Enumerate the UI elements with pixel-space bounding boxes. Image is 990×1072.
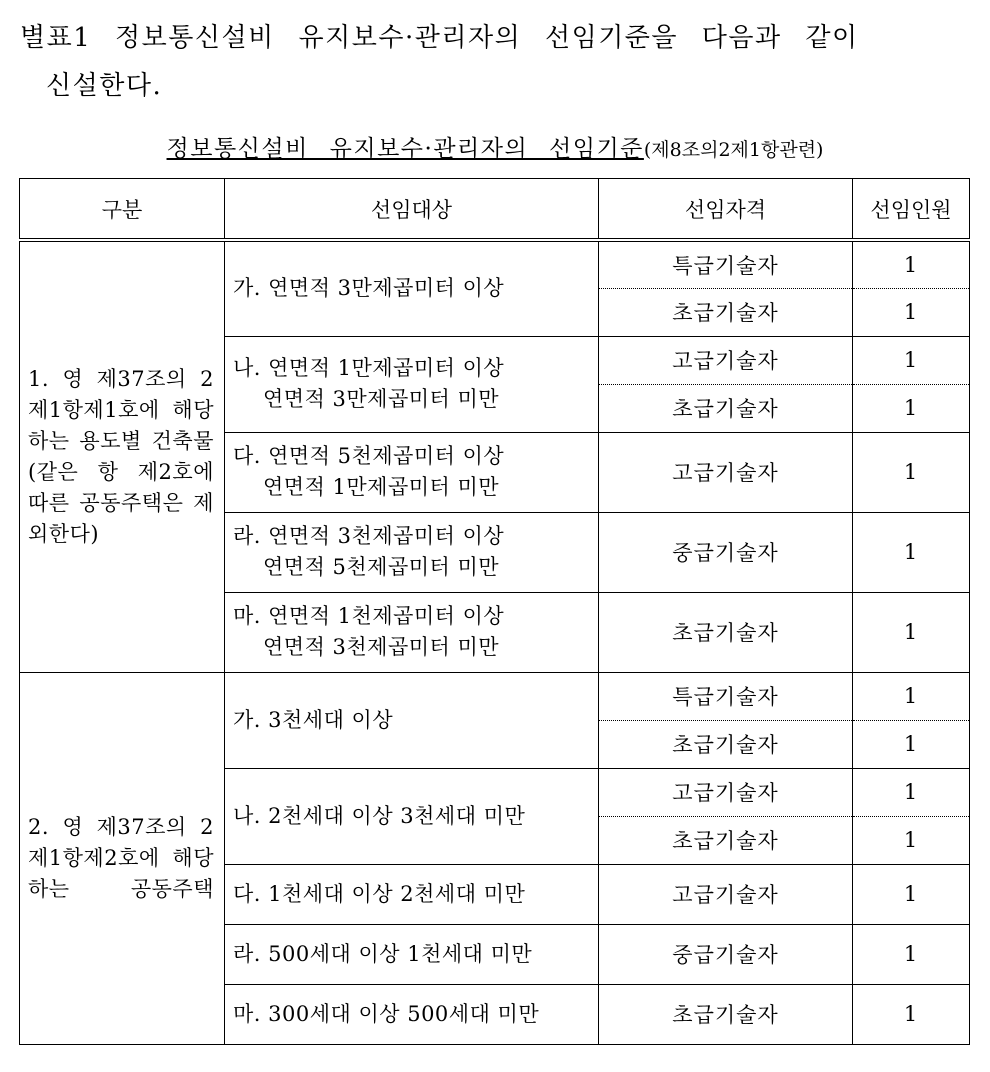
- count-cell: 1: [853, 512, 970, 592]
- qualification-cell: 초급기술자: [599, 984, 853, 1044]
- header-count: 선임인원: [853, 179, 970, 241]
- intro-line-2: 신설한다.: [46, 71, 163, 101]
- qualification-cell: 특급기술자: [599, 672, 853, 720]
- qualification-cell: 중급기술자: [599, 924, 853, 984]
- count-cell: 1: [853, 592, 970, 672]
- table-row: [20, 240, 970, 288]
- target-cell: 마. 연면적 1천제곱미터 이상 연면적 3천제곱미터 미만: [225, 592, 599, 672]
- qualification-cell: 초급기술자: [599, 288, 853, 336]
- qualification-cell: 중급기술자: [599, 512, 853, 592]
- header-qualification: 선임자격: [599, 179, 853, 241]
- target-cell: 다. 1천세대 이상 2천세대 미만: [225, 864, 599, 924]
- count-cell: 1: [853, 288, 970, 336]
- target-cell: 나. 연면적 1만제곱미터 이상 연면적 3만제곱미터 미만: [225, 336, 599, 432]
- caption-reference: (제8조의2제1항관련): [643, 139, 824, 161]
- table-header-row: [20, 179, 970, 241]
- category-building: 1. 영 제37조의 2제1항제1호에 해당하는 용도별 건축물(같은 항 제2호에 따른 공동주택은 제외한다): [20, 240, 225, 672]
- count-cell: 1: [853, 720, 970, 768]
- qualification-cell: 고급기술자: [599, 768, 853, 816]
- target-cell: 라. 연면적 3천제곱미터 이상 연면적 5천제곱미터 미만: [225, 512, 599, 592]
- qualification-cell: 초급기술자: [599, 720, 853, 768]
- count-cell: 1: [853, 816, 970, 864]
- count-cell: 1: [853, 984, 970, 1044]
- count-cell: 1: [853, 672, 970, 720]
- target-cell: 나. 2천세대 이상 3천세대 미만: [225, 768, 599, 864]
- table-caption: [0, 130, 990, 163]
- qualification-cell: 초급기술자: [599, 816, 853, 864]
- count-cell: 1: [853, 864, 970, 924]
- qualification-cell: 초급기술자: [599, 592, 853, 672]
- target-cell: 가. 3천세대 이상: [225, 672, 599, 768]
- count-cell: 1: [853, 240, 970, 288]
- target-cell: 마. 300세대 이상 500세대 미만: [225, 984, 599, 1044]
- count-cell: 1: [853, 768, 970, 816]
- qualification-cell: 고급기술자: [599, 432, 853, 512]
- count-cell: 1: [853, 336, 970, 384]
- caption-title: 정보통신설비 유지보수·관리자의 선임기준: [166, 136, 644, 162]
- count-cell: 1: [853, 384, 970, 432]
- count-cell: 1: [853, 924, 970, 984]
- qualification-cell: 초급기술자: [599, 384, 853, 432]
- category-apartment: 2. 영 제37조의 2제1항제2호에 해당하는 공동주택: [20, 672, 225, 1044]
- target-cell: 다. 연면적 5천제곱미터 이상 연면적 1만제곱미터 미만: [225, 432, 599, 512]
- header-category: 구분: [20, 179, 225, 241]
- intro-paragraph: [20, 14, 970, 110]
- count-cell: 1: [853, 432, 970, 512]
- target-cell: 라. 500세대 이상 1천세대 미만: [225, 924, 599, 984]
- target-cell: 가. 연면적 3만제곱미터 이상: [225, 240, 599, 336]
- qualification-cell: 특급기술자: [599, 240, 853, 288]
- table-row: [20, 672, 970, 720]
- header-target: 선임대상: [225, 179, 599, 241]
- appointment-criteria-table: [19, 178, 970, 1045]
- qualification-cell: 고급기술자: [599, 864, 853, 924]
- qualification-cell: 고급기술자: [599, 336, 853, 384]
- intro-line-1: 별표1 정보통신설비 유지보수·관리자의 선임기준을 다음과 같이: [20, 23, 859, 53]
